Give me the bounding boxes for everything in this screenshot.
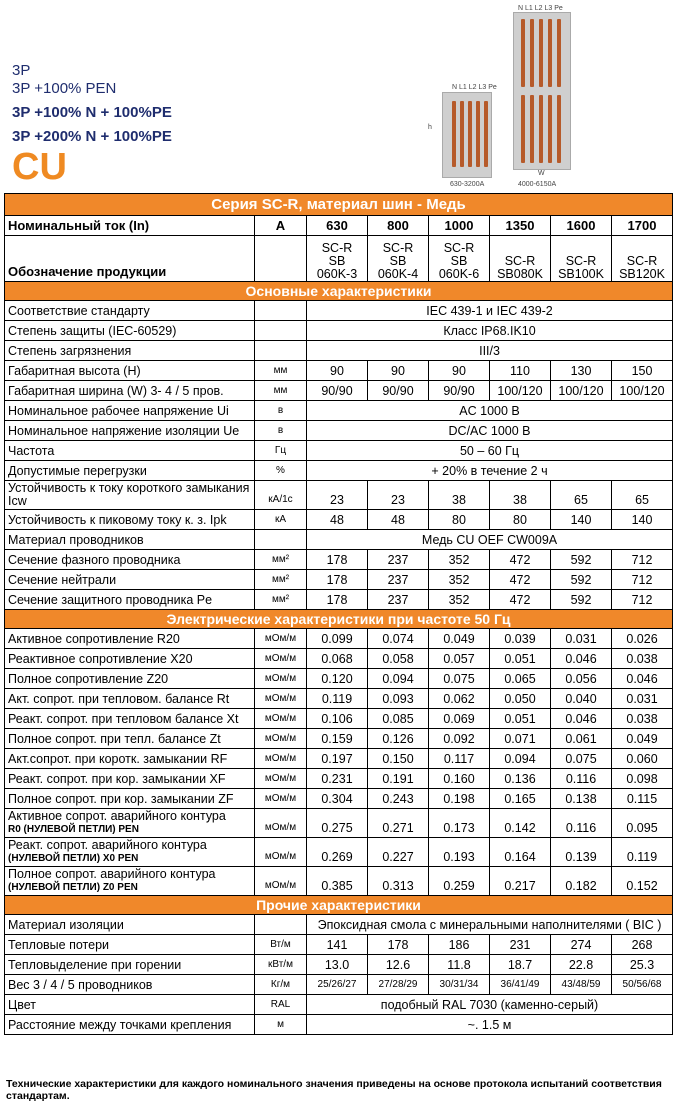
section-title: Прочие характеристики xyxy=(5,896,673,915)
current-value: 1700 xyxy=(612,216,673,236)
section-header xyxy=(5,896,673,915)
spec-unit: мОм/м xyxy=(255,709,307,729)
spec-value: 592 xyxy=(551,550,612,570)
spec-value: 268 xyxy=(612,935,673,955)
spec-value: 25.3 xyxy=(612,955,673,975)
spec-unit: Гц xyxy=(255,441,307,461)
spec-label: Расстояние между точками крепления xyxy=(5,1015,255,1035)
current-row xyxy=(5,216,673,236)
spec-value: 186 xyxy=(429,935,490,955)
spec-label: Активное сопрот. аварийного контура R0 (НУЛЕВОЙ ПЕТЛИ) PEN xyxy=(5,809,255,838)
spec-row xyxy=(5,550,673,570)
product-label: Обозначение продукции xyxy=(5,236,255,282)
spec-value: 0.119 xyxy=(307,689,368,709)
spec-value: 231 xyxy=(490,935,551,955)
current-value: 1600 xyxy=(551,216,612,236)
spec-value: 352 xyxy=(429,570,490,590)
spec-row xyxy=(5,381,673,401)
spec-unit: мм² xyxy=(255,570,307,590)
spec-unit: мОм/м xyxy=(255,669,307,689)
spec-value: 100/120 xyxy=(612,381,673,401)
spec-unit: Вт/м xyxy=(255,935,307,955)
section-title: Электрические характеристики при частоте 50 Гц xyxy=(5,610,673,629)
config-3p-pen: 3P +100% PEN xyxy=(12,80,117,97)
spec-value: 0.217 xyxy=(490,867,551,896)
spec-unit: мОм/м xyxy=(255,867,307,896)
spec-value: 472 xyxy=(490,590,551,610)
spec-unit: мОм/м xyxy=(255,749,307,769)
spec-label: Сечение фазного проводника xyxy=(5,550,255,570)
spec-row xyxy=(5,321,673,341)
spec-label: Сечение защитного проводника Pe xyxy=(5,590,255,610)
diagram-small-top-label: N L1 L2 L3 Pe xyxy=(452,84,497,91)
spec-value: 90/90 xyxy=(307,381,368,401)
spec-value: 90/90 xyxy=(429,381,490,401)
spec-row xyxy=(5,361,673,381)
spec-unit: мм² xyxy=(255,550,307,570)
spec-value: 0.058 xyxy=(368,649,429,669)
spec-unit: мОм/м xyxy=(255,629,307,649)
spec-value-span: III/3 xyxy=(307,341,673,361)
diagram-small-side-label: h xyxy=(428,124,432,131)
spec-value: 0.062 xyxy=(429,689,490,709)
spec-value: 38 xyxy=(490,481,551,510)
spec-value: 65 xyxy=(551,481,612,510)
spec-value: 0.026 xyxy=(612,629,673,649)
spec-value: 0.068 xyxy=(307,649,368,669)
spec-value: 65 xyxy=(612,481,673,510)
spec-label: Устойчивость к току короткого замыкания Icw xyxy=(5,481,255,510)
spec-label: Сечение нейтрали xyxy=(5,570,255,590)
spec-row xyxy=(5,510,673,530)
spec-unit: мОм/м xyxy=(255,769,307,789)
spec-value-span: 50 – 60 Гц xyxy=(307,441,673,461)
spec-value: 0.152 xyxy=(612,867,673,896)
spec-label: Частота xyxy=(5,441,255,461)
section-title: Основные характеристики xyxy=(5,282,673,301)
spec-unit: мОм/м xyxy=(255,809,307,838)
spec-value: 50/56/68 xyxy=(612,975,673,995)
diagram-large-body xyxy=(513,12,571,170)
spec-value: 90 xyxy=(307,361,368,381)
spec-row xyxy=(5,769,673,789)
spec-value-span: Класс IP68.IK10 xyxy=(307,321,673,341)
spec-value: 22.8 xyxy=(551,955,612,975)
spec-value: 0.138 xyxy=(551,789,612,809)
spec-unit xyxy=(255,530,307,550)
spec-value: 0.304 xyxy=(307,789,368,809)
spec-unit: мОм/м xyxy=(255,729,307,749)
spec-value: 0.049 xyxy=(429,629,490,649)
spec-value: 0.069 xyxy=(429,709,490,729)
spec-value: 150 xyxy=(612,361,673,381)
spec-row xyxy=(5,709,673,729)
spec-value: 0.259 xyxy=(429,867,490,896)
spec-value: 0.160 xyxy=(429,769,490,789)
spec-value: 0.040 xyxy=(551,689,612,709)
spec-unit: % xyxy=(255,461,307,481)
spec-value: 0.046 xyxy=(551,649,612,669)
spec-value: 110 xyxy=(490,361,551,381)
spec-value: 0.057 xyxy=(429,649,490,669)
spec-value: 38 xyxy=(429,481,490,510)
spec-unit: кА xyxy=(255,510,307,530)
spec-label: Степень защиты (IEC-60529) xyxy=(5,321,255,341)
spec-value: 352 xyxy=(429,590,490,610)
spec-value: 0.095 xyxy=(612,809,673,838)
spec-value: 0.092 xyxy=(429,729,490,749)
section-header xyxy=(5,282,673,301)
spec-label: Реакт. сопрот. аварийного контура (НУЛЕВОЙ ПЕТЛИ) X0 PEN xyxy=(5,838,255,867)
spec-row xyxy=(5,669,673,689)
config-3p-n-pe: 3P +100% N + 100%PE xyxy=(12,104,172,121)
spec-row xyxy=(5,1015,673,1035)
spec-value: 0.139 xyxy=(551,838,612,867)
spec-unit: в xyxy=(255,421,307,441)
spec-value: 0.049 xyxy=(612,729,673,749)
spec-value: 0.038 xyxy=(612,709,673,729)
spec-label: Реакт. сопрот. при кор. замыкании XF xyxy=(5,769,255,789)
product-code: SC-R SB120K xyxy=(612,236,673,282)
spec-row xyxy=(5,570,673,590)
spec-value: 0.142 xyxy=(490,809,551,838)
spec-value: 178 xyxy=(368,935,429,955)
spec-row xyxy=(5,421,673,441)
spec-row xyxy=(5,301,673,321)
spec-row xyxy=(5,441,673,461)
spec-unit xyxy=(255,321,307,341)
spec-label: Номинальное напряжение изоляции Ue xyxy=(5,421,255,441)
spec-value: 0.051 xyxy=(490,709,551,729)
current-unit: A xyxy=(255,216,307,236)
spec-value-span: Медь CU OEF CW009A xyxy=(307,530,673,550)
spec-value: 472 xyxy=(490,570,551,590)
spec-value: 0.271 xyxy=(368,809,429,838)
spec-label: Реактивное сопротивление X20 xyxy=(5,649,255,669)
spec-value: 0.243 xyxy=(368,789,429,809)
spec-row xyxy=(5,590,673,610)
spec-value-span: подобный RAL 7030 (каменно-серый) xyxy=(307,995,673,1015)
spec-row xyxy=(5,461,673,481)
spec-value: 0.120 xyxy=(307,669,368,689)
spec-unit: в xyxy=(255,401,307,421)
spec-unit: мОм/м xyxy=(255,689,307,709)
spec-value: 100/120 xyxy=(490,381,551,401)
spec-unit xyxy=(255,301,307,321)
spec-value: 592 xyxy=(551,570,612,590)
spec-label: Номинальное рабочее напряжение Ui xyxy=(5,401,255,421)
spec-value: 141 xyxy=(307,935,368,955)
material-cu: CU xyxy=(12,146,67,188)
spec-label: Полное сопрот. аварийного контура (НУЛЕВОЙ ПЕТЛИ) Z0 PEN xyxy=(5,867,255,896)
spec-value: 0.075 xyxy=(551,749,612,769)
spec-value: 0.051 xyxy=(490,649,551,669)
spec-unit: м xyxy=(255,1015,307,1035)
spec-unit: кВт/м xyxy=(255,955,307,975)
product-code: SC-R SB100K xyxy=(551,236,612,282)
product-row xyxy=(5,236,673,282)
spec-value: 48 xyxy=(368,510,429,530)
spec-value-span: Эпоксидная смола с минеральными наполнителями ( BIC ) xyxy=(307,915,673,935)
spec-row xyxy=(5,975,673,995)
spec-value: 90 xyxy=(368,361,429,381)
spec-row xyxy=(5,955,673,975)
product-code: SC-R SB 060K-6 xyxy=(429,236,490,282)
spec-value: 30/31/34 xyxy=(429,975,490,995)
spec-value-span: + 20% в течение 2 ч xyxy=(307,461,673,481)
spec-value: 12.6 xyxy=(368,955,429,975)
spec-unit: мОм/м xyxy=(255,789,307,809)
spec-row xyxy=(5,867,673,896)
spec-value: 100/120 xyxy=(551,381,612,401)
spec-value: 43/48/59 xyxy=(551,975,612,995)
product-code: SC-R SB080K xyxy=(490,236,551,282)
spec-value: 80 xyxy=(429,510,490,530)
spec-row xyxy=(5,341,673,361)
spec-row xyxy=(5,629,673,649)
spec-row xyxy=(5,401,673,421)
spec-unit: мм² xyxy=(255,590,307,610)
spec-row xyxy=(5,749,673,769)
spec-value: 0.038 xyxy=(612,649,673,669)
spec-value-span: IEC 439-1 и IEC 439-2 xyxy=(307,301,673,321)
spec-value: 0.050 xyxy=(490,689,551,709)
spec-value: 237 xyxy=(368,590,429,610)
current-value: 1000 xyxy=(429,216,490,236)
spec-unit xyxy=(255,915,307,935)
spec-table xyxy=(4,193,673,1035)
product-code: SC-R SB 060K-3 xyxy=(307,236,368,282)
spec-label: Полное сопрот. при кор. замыкании ZF xyxy=(5,789,255,809)
diagram-large-bottom-label: 4000-6150A xyxy=(518,181,557,188)
spec-label: Тепловыделение при горении xyxy=(5,955,255,975)
spec-label: Устойчивость к пиковому току к. з. Ipk xyxy=(5,510,255,530)
spec-value: 0.071 xyxy=(490,729,551,749)
spec-value: 0.182 xyxy=(551,867,612,896)
diagram-small-body xyxy=(442,92,492,178)
spec-value: 0.065 xyxy=(490,669,551,689)
spec-value: 0.197 xyxy=(307,749,368,769)
spec-row xyxy=(5,530,673,550)
spec-value: 23 xyxy=(368,481,429,510)
spec-value: 0.164 xyxy=(490,838,551,867)
spec-value: 0.227 xyxy=(368,838,429,867)
spec-value: 0.313 xyxy=(368,867,429,896)
spec-value: 237 xyxy=(368,570,429,590)
spec-row xyxy=(5,689,673,709)
table-title-row xyxy=(5,194,673,216)
spec-value: 352 xyxy=(429,550,490,570)
spec-value: 0.119 xyxy=(612,838,673,867)
spec-value: 0.159 xyxy=(307,729,368,749)
spec-value: 0.165 xyxy=(490,789,551,809)
spec-value: 178 xyxy=(307,590,368,610)
section-header xyxy=(5,610,673,629)
spec-value: 0.075 xyxy=(429,669,490,689)
spec-value: 0.094 xyxy=(490,749,551,769)
spec-unit: мОм/м xyxy=(255,649,307,669)
spec-row xyxy=(5,481,673,510)
spec-unit: мОм/м xyxy=(255,838,307,867)
spec-unit: мм xyxy=(255,381,307,401)
spec-value: 27/28/29 xyxy=(368,975,429,995)
spec-row xyxy=(5,838,673,867)
spec-value: 592 xyxy=(551,590,612,610)
spec-label: Акт.сопрот. при коротк. замыкании RF xyxy=(5,749,255,769)
spec-label: Соответствие стандарту xyxy=(5,301,255,321)
spec-value: 0.126 xyxy=(368,729,429,749)
spec-row xyxy=(5,649,673,669)
spec-value: 0.031 xyxy=(551,629,612,649)
spec-value: 0.231 xyxy=(307,769,368,789)
table-title: Серия SC-R, материал шин - Медь xyxy=(5,194,673,216)
diagram-large-top-label: N L1 L2 L3 Pe xyxy=(518,5,563,12)
diagram-large-side-label: W xyxy=(538,170,545,177)
current-label: Номинальный ток (In) xyxy=(5,216,255,236)
spec-value: 25/26/27 xyxy=(307,975,368,995)
spec-row xyxy=(5,789,673,809)
spec-unit: мм xyxy=(255,361,307,381)
spec-value: 0.269 xyxy=(307,838,368,867)
spec-row xyxy=(5,995,673,1015)
spec-unit: Кг/м xyxy=(255,975,307,995)
spec-value: 0.039 xyxy=(490,629,551,649)
spec-value: 140 xyxy=(551,510,612,530)
spec-value: 0.046 xyxy=(612,669,673,689)
spec-value: 0.098 xyxy=(612,769,673,789)
spec-label: Габаритная высота (H) xyxy=(5,361,255,381)
spec-value: 0.117 xyxy=(429,749,490,769)
spec-value: 23 xyxy=(307,481,368,510)
spec-label: Материал проводников xyxy=(5,530,255,550)
spec-unit xyxy=(255,341,307,361)
diagram-small-bottom-label: 630-3200A xyxy=(450,181,485,188)
current-value: 800 xyxy=(368,216,429,236)
spec-label: Реакт. сопрот. при тепловом балансе Xt xyxy=(5,709,255,729)
spec-value: 0.116 xyxy=(551,769,612,789)
spec-value: 0.385 xyxy=(307,867,368,896)
spec-value: 0.060 xyxy=(612,749,673,769)
spec-value: 0.099 xyxy=(307,629,368,649)
spec-value: 80 xyxy=(490,510,551,530)
spec-value: 13.0 xyxy=(307,955,368,975)
spec-value: 0.193 xyxy=(429,838,490,867)
spec-label: Цвет xyxy=(5,995,255,1015)
spec-value: 0.046 xyxy=(551,709,612,729)
spec-value: 712 xyxy=(612,570,673,590)
spec-value: 11.8 xyxy=(429,955,490,975)
spec-label: Материал изоляции xyxy=(5,915,255,935)
spec-value: 178 xyxy=(307,550,368,570)
spec-value: 712 xyxy=(612,590,673,610)
spec-label: Допустимые перегрузки xyxy=(5,461,255,481)
spec-value: 0.198 xyxy=(429,789,490,809)
current-value: 1350 xyxy=(490,216,551,236)
spec-value: 178 xyxy=(307,570,368,590)
spec-label: Активное сопротивление R20 xyxy=(5,629,255,649)
spec-label: Акт. сопрот. при тепловом. балансе Rt xyxy=(5,689,255,709)
spec-value: 472 xyxy=(490,550,551,570)
spec-value: 0.115 xyxy=(612,789,673,809)
spec-value: 0.191 xyxy=(368,769,429,789)
spec-value: 48 xyxy=(307,510,368,530)
spec-label: Степень загрязнения xyxy=(5,341,255,361)
spec-label: Полное сопротивление Z20 xyxy=(5,669,255,689)
spec-value: 0.136 xyxy=(490,769,551,789)
spec-value: 0.150 xyxy=(368,749,429,769)
spec-value: 140 xyxy=(612,510,673,530)
spec-value: 90 xyxy=(429,361,490,381)
spec-value-span: ~. 1.5 м xyxy=(307,1015,673,1035)
spec-value: 0.106 xyxy=(307,709,368,729)
spec-row xyxy=(5,809,673,838)
spec-value: 0.031 xyxy=(612,689,673,709)
spec-unit: кА/1с xyxy=(255,481,307,510)
spec-value: 0.275 xyxy=(307,809,368,838)
spec-value-span: DC/AC 1000 В xyxy=(307,421,673,441)
spec-value: 0.085 xyxy=(368,709,429,729)
spec-value: 36/41/49 xyxy=(490,975,551,995)
config-3p: 3P xyxy=(12,62,31,79)
spec-value: 130 xyxy=(551,361,612,381)
product-code: SC-R SB 060K-4 xyxy=(368,236,429,282)
spec-value: 0.116 xyxy=(551,809,612,838)
spec-value: 90/90 xyxy=(368,381,429,401)
spec-label: Вес 3 / 4 / 5 проводников xyxy=(5,975,255,995)
spec-value: 0.173 xyxy=(429,809,490,838)
spec-value: 0.074 xyxy=(368,629,429,649)
spec-unit: RAL xyxy=(255,995,307,1015)
current-value: 630 xyxy=(307,216,368,236)
spec-row xyxy=(5,729,673,749)
spec-value: 237 xyxy=(368,550,429,570)
spec-label: Полное сопрот. при тепл. балансе Zt xyxy=(5,729,255,749)
spec-value: 712 xyxy=(612,550,673,570)
spec-label: Габаритная ширина (W) 3- 4 / 5 пров. xyxy=(5,381,255,401)
spec-value: 0.056 xyxy=(551,669,612,689)
footnote: Технические характеристики для каждого номинального значения приведены на основе протокола испытаний соответствия стандартам. xyxy=(6,1078,662,1102)
spec-row xyxy=(5,935,673,955)
spec-value: 0.093 xyxy=(368,689,429,709)
spec-value: 0.094 xyxy=(368,669,429,689)
spec-label: Тепловые потери xyxy=(5,935,255,955)
spec-row xyxy=(5,915,673,935)
spec-value-span: AC 1000 В xyxy=(307,401,673,421)
spec-value: 274 xyxy=(551,935,612,955)
spec-value: 0.061 xyxy=(551,729,612,749)
spec-value: 18.7 xyxy=(490,955,551,975)
config-3p-2n-pe: 3P +200% N + 100%PE xyxy=(12,128,172,145)
